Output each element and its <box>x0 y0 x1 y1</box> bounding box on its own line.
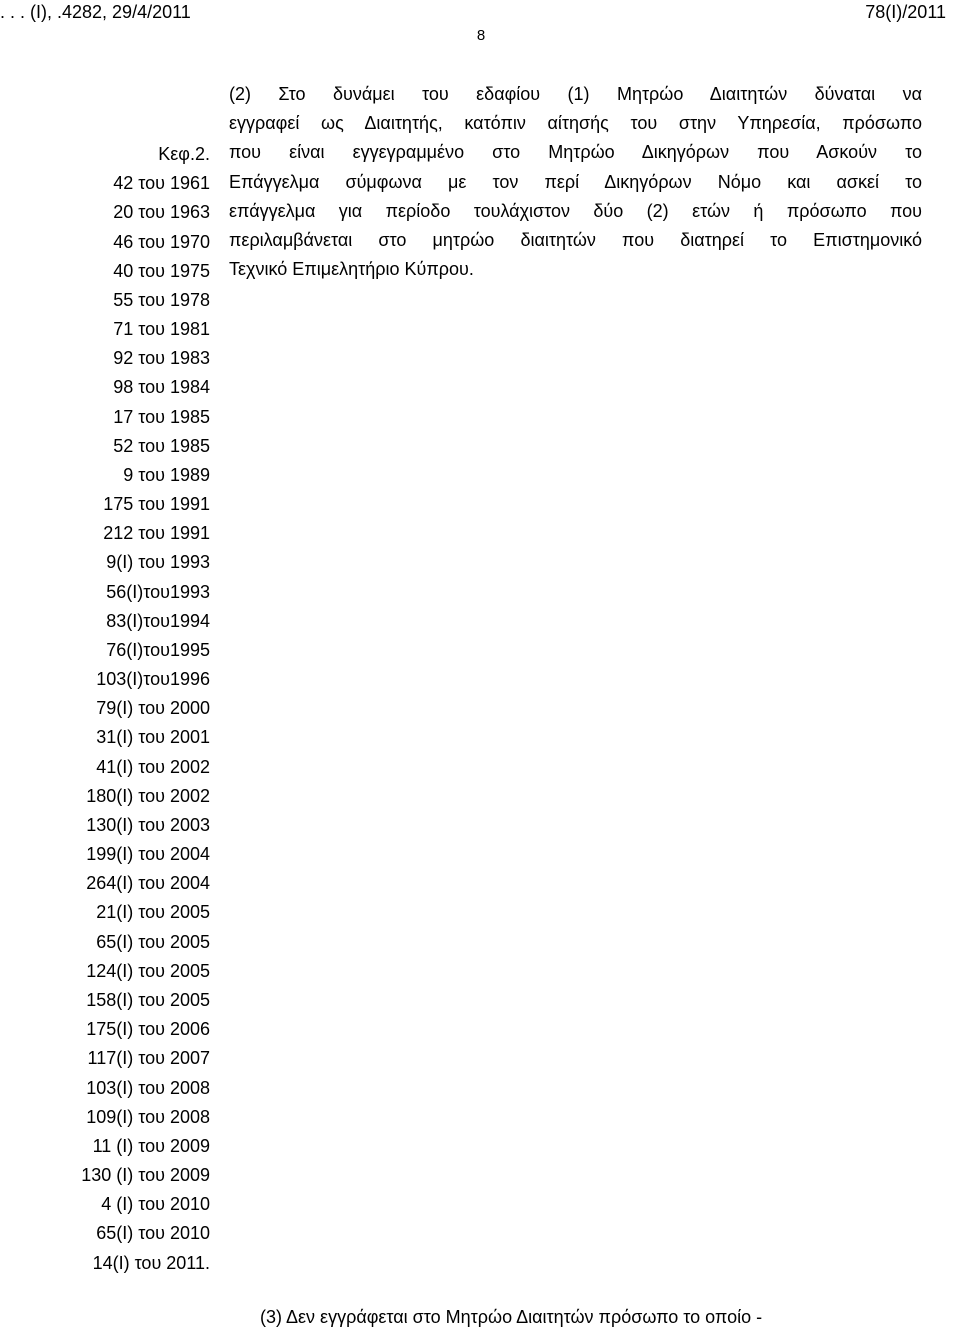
paragraph-line: επάγγελμα για περίοδο τουλάχιστον δύο (2) ετών ή πρόσωπο που <box>229 200 922 221</box>
reference-item: 55 του 1978 <box>113 289 210 310</box>
reference-item: 40 του 1975 <box>113 260 210 281</box>
reference-item: 9(Ι) του 1993 <box>106 552 210 573</box>
reference-item: 76(Ι)του1995 <box>106 639 210 660</box>
reference-item: 180(Ι) του 2002 <box>86 785 210 806</box>
reference-item: 79(Ι) του 2000 <box>96 698 210 719</box>
paragraph-line: Επάγγελμα σύμφωνα με τον περί Δικηγόρων Νόμο και ασκεί το <box>229 171 922 192</box>
reference-item: 130 (Ι) του 2009 <box>81 1165 210 1186</box>
reference-item: 175(Ι) του 2006 <box>86 1019 210 1040</box>
paragraph-3: (3) Δεν εγγράφεται στο Μητρώο Διαιτητών πρόσωπο το οποίο - <box>260 1307 763 1327</box>
reference-item: 4 (Ι) του 2010 <box>101 1194 210 1215</box>
law-number: 78(Ι)/2011 <box>865 2 946 22</box>
reference-item: 17 του 1985 <box>113 406 210 427</box>
reference-item: 65(Ι) του 2005 <box>96 931 210 952</box>
reference-item: 199(Ι) του 2004 <box>86 844 210 865</box>
reference-item: 103(Ι)του1996 <box>96 669 210 690</box>
legal-references-column <box>81 140 210 1278</box>
reference-item: 56(Ι)του1993 <box>106 581 210 602</box>
reference-item: 71 του 1981 <box>113 319 210 340</box>
paragraph-line: Τεχνικό Επιμελητήριο Κύπρου. <box>229 259 474 280</box>
reference-item: 11 (Ι) του 2009 <box>92 1135 210 1156</box>
reference-item: 103(Ι) του 2008 <box>86 1077 210 1098</box>
paragraph-line: που είναι εγγεγραμμένο στο Μητρώο Δικηγόρων που Ασκούν το <box>229 142 922 163</box>
reference-item: 83(Ι)του1994 <box>106 610 210 631</box>
reference-item: 158(Ι) του 2005 <box>86 989 210 1010</box>
reference-item: 9 του 1989 <box>123 464 210 485</box>
paragraph-2 <box>229 80 922 284</box>
reference-item: 21(Ι) του 2005 <box>96 902 210 923</box>
reference-item: 212 του 1991 <box>103 523 210 544</box>
reference-item: 31(Ι) του 2001 <box>96 727 210 748</box>
reference-item: 130(Ι) του 2003 <box>86 814 210 835</box>
reference-item: 92 του 1983 <box>113 348 210 369</box>
reference-item: 264(Ι) του 2004 <box>86 873 210 894</box>
paragraph-line: εγγραφεί ως Διαιτητής, κατόπιν αίτησής του στην Υπηρεσία, πρόσωπο <box>229 113 922 134</box>
reference-item: 42 του 1961 <box>113 173 210 194</box>
gazette-header: . . . (Ι), .4282, 29/4/2011 <box>0 2 191 22</box>
reference-item: 175 του 1991 <box>103 494 210 515</box>
reference-item: 98 του 1984 <box>113 377 210 398</box>
reference-item: 52 του 1985 <box>113 435 210 456</box>
reference-item: 46 του 1970 <box>113 231 210 252</box>
reference-item: 65(Ι) του 2010 <box>96 1223 210 1244</box>
paragraph-line: περιλαμβάνεται στο μητρώο διαιτητών που διατηρεί το Επιστημονικό <box>229 230 922 251</box>
reference-item: 14(Ι) του 2011. <box>92 1252 210 1273</box>
page-number: 8 <box>476 27 486 44</box>
reference-item: 41(Ι) του 2002 <box>96 756 210 777</box>
reference-heading: Κεφ.2. <box>158 144 210 164</box>
reference-item: 124(Ι) του 2005 <box>86 960 210 981</box>
paragraph-line: (2) Στο δυνάμει του εδαφίου (1) Μητρώο Διαιτητών δύναται να <box>229 84 922 104</box>
reference-item: 20 του 1963 <box>113 202 210 223</box>
reference-item: 117(Ι) του 2007 <box>87 1048 210 1069</box>
reference-item: 109(Ι) του 2008 <box>86 1106 210 1127</box>
